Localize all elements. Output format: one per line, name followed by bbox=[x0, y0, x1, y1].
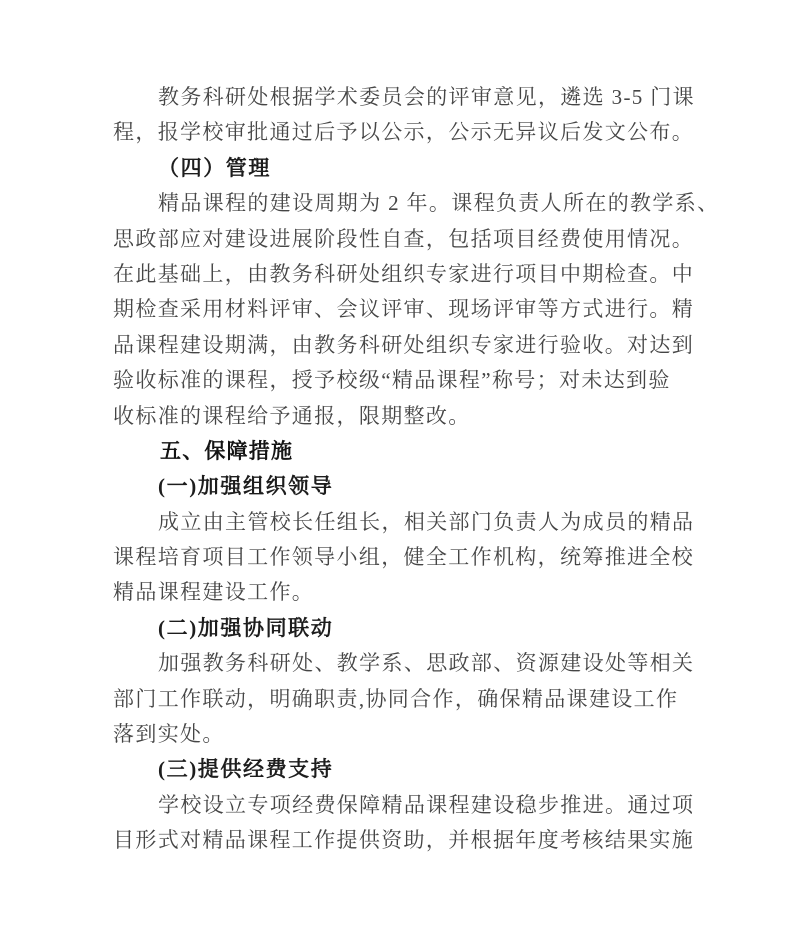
paragraph-line: 目形式对精品课程工作提供资助，并根据年度考核结果实施 bbox=[113, 828, 695, 853]
paragraph-line: 品课程建设期满，由教务科研处组织专家进行验收。对达到 bbox=[113, 332, 695, 357]
paragraph-line: 落到实处。 bbox=[113, 722, 225, 747]
subsection-heading-funding: (三)提供经费支持 bbox=[158, 757, 334, 782]
subsection-heading-organization: (一)加强组织领导 bbox=[158, 474, 334, 499]
paragraph-first-line: 学校设立专项经费保障精品课程建设稳步推进。通过项 bbox=[158, 792, 695, 817]
paragraph-line: 部门工作联动，明确职责,协同合作，确保精品课建设工作 bbox=[113, 686, 679, 711]
paragraph-line: 程，报学校审批通过后予以公示，公示无异议后发文公布。 bbox=[113, 120, 695, 145]
paragraph-first-line: 精品课程的建设周期为 2 年。课程负责人所在的教学系、 bbox=[158, 191, 720, 216]
paragraph-line: 精品课程建设工作。 bbox=[113, 580, 315, 605]
paragraph-line: 课程培育项目工作领导小组，健全工作机构，统筹推进全校 bbox=[113, 545, 695, 570]
paragraph-line: 验收标准的课程，授予校级“精品课程”称号；对未达到验 bbox=[113, 368, 671, 393]
paragraph-line: 在此基础上，由教务科研处组织专家进行项目中期检查。中 bbox=[113, 261, 695, 286]
paragraph-line: 收标准的课程给予通报，限期整改。 bbox=[113, 403, 471, 428]
paragraph-line: 思政部应对建设进展阶段性自查，包括项目经费使用情况。 bbox=[113, 226, 695, 251]
subsection-heading-management: （四）管理 bbox=[158, 155, 271, 180]
paragraph-first-line: 教务科研处根据学术委员会的评审意见，遴选 3-5 门课 bbox=[158, 85, 695, 109]
subsection-heading-coordination: (二)加强协同联动 bbox=[158, 615, 334, 640]
section-heading-safeguards: 五、保障措施 bbox=[160, 439, 294, 463]
paragraph-first-line: 加强教务科研处、教学系、思政部、资源建设处等相关 bbox=[158, 651, 695, 676]
paragraph-first-line: 成立由主管校长任组长，相关部门负责人为成员的精品 bbox=[158, 509, 695, 534]
paragraph-line: 期检查采用材料评审、会议评审、现场评审等方式进行。精 bbox=[113, 297, 695, 322]
